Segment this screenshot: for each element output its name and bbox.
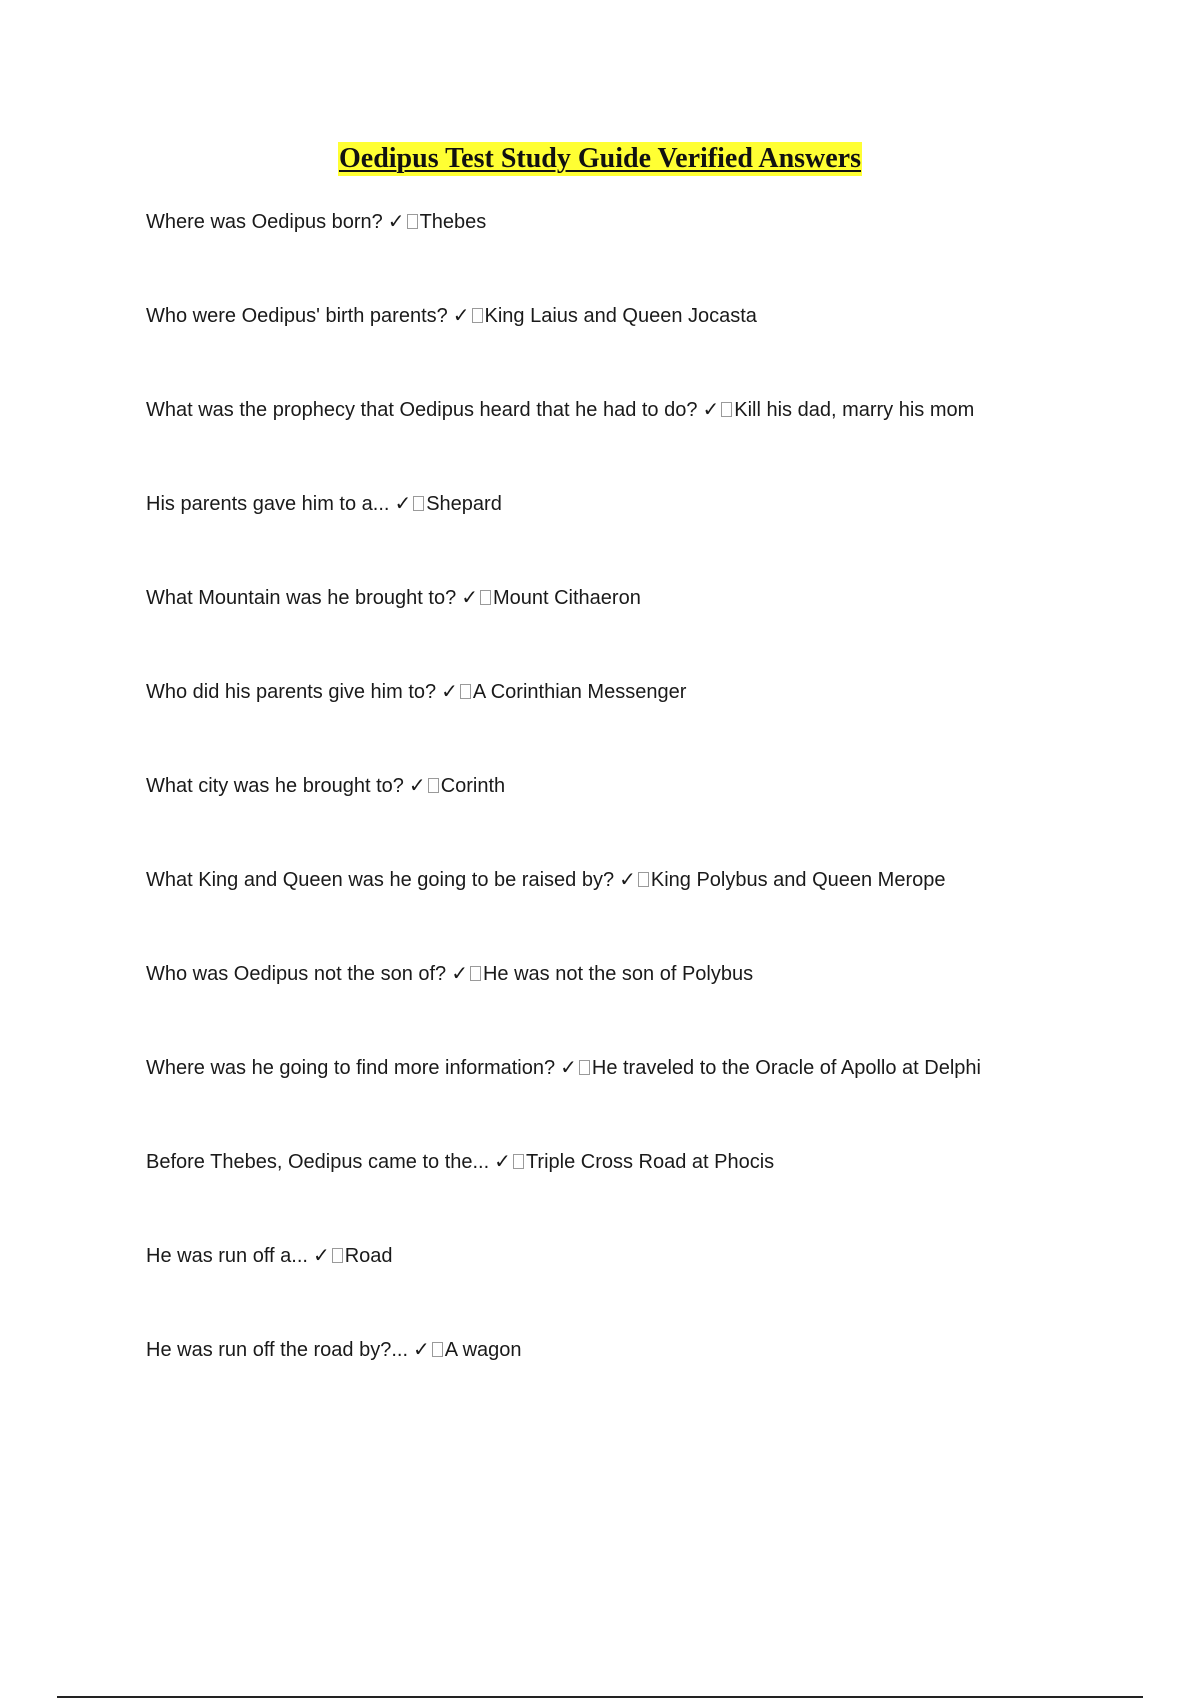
qa-item: [146, 1148, 1106, 1242]
question-text: What King and Queen was he going to be raised by?: [146, 869, 615, 891]
checkbox-glyph-icon: [638, 872, 649, 887]
check-mark-icon: ✓: [494, 1149, 511, 1173]
check-mark-icon: ✓: [413, 1337, 430, 1361]
checkbox-glyph-icon: [432, 1342, 443, 1357]
checkbox-glyph-icon: [480, 590, 491, 605]
question-text: Who were Oedipus' birth parents?: [146, 305, 448, 327]
check-mark-icon: ✓: [408, 773, 426, 797]
check-mark-icon: ✓: [387, 209, 405, 233]
checkbox-glyph-icon: [460, 684, 471, 699]
question-text: His parents gave him to a...: [146, 493, 390, 515]
answer-text: A wagon: [444, 1339, 522, 1361]
question-text: What Mountain was he brought to?: [146, 587, 457, 609]
answer-text: King Laius and Queen Jocasta: [484, 305, 757, 327]
checkbox-glyph-icon: [579, 1060, 590, 1075]
qa-list: [146, 208, 1106, 1430]
page-title: Oedipus Test Study Guide Verified Answers: [338, 143, 862, 174]
qa-item: [146, 772, 1106, 866]
answer-text: Kill his dad, marry his mom: [734, 399, 975, 421]
answer-text: He was not the son of Polybus: [482, 963, 754, 985]
check-mark-icon: ✓: [441, 679, 458, 703]
answer-text: Mount Cithaeron: [492, 587, 641, 609]
question-text: Where was he going to find more information?: [146, 1057, 556, 1079]
checkbox-glyph-icon: [513, 1154, 524, 1169]
question-text: What was the prophecy that Oedipus heard that he had to do?: [146, 399, 698, 421]
qa-item: [146, 1336, 1106, 1430]
footer-divider: [57, 1696, 1143, 1698]
question-text: He was run off a...: [146, 1245, 308, 1267]
answer-text: A Corinthian Messenger: [472, 681, 687, 703]
answer-text: King Polybus and Queen Merope: [650, 869, 946, 891]
check-mark-icon: ✓: [451, 961, 468, 985]
check-mark-icon: ✓: [619, 867, 636, 891]
checkbox-glyph-icon: [472, 308, 483, 323]
question-text: Who was Oedipus not the son of?: [146, 963, 447, 985]
check-mark-icon: ✓: [452, 303, 470, 327]
title-container: [0, 142, 1200, 176]
qa-item: [146, 490, 1106, 584]
checkbox-glyph-icon: [407, 214, 418, 229]
answer-text: Shepard: [426, 493, 502, 515]
checkbox-glyph-icon: [332, 1248, 343, 1263]
qa-item: [146, 302, 1106, 396]
qa-item: [146, 396, 1106, 490]
qa-item: [146, 960, 1106, 1054]
qa-item: [146, 866, 1106, 960]
check-mark-icon: ✓: [702, 397, 720, 421]
question-text: What city was he brought to?: [146, 775, 404, 797]
checkbox-glyph-icon: [470, 966, 481, 981]
check-mark-icon: ✓: [461, 585, 478, 609]
answer-text: He traveled to the Oracle of Apollo at Delphi: [591, 1057, 981, 1079]
qa-item: [146, 1054, 1106, 1148]
qa-item: [146, 208, 1106, 302]
check-mark-icon: ✓: [312, 1243, 330, 1267]
question-text: Where was Oedipus born?: [146, 211, 383, 233]
answer-text: Road: [344, 1245, 393, 1267]
checkbox-glyph-icon: [721, 402, 732, 417]
question-text: Before Thebes, Oedipus came to the...: [146, 1151, 490, 1173]
answer-text: Corinth: [440, 775, 506, 797]
answer-text: Thebes: [419, 211, 487, 233]
check-mark-icon: ✓: [394, 491, 412, 515]
qa-item: [146, 678, 1106, 772]
question-text: Who did his parents give him to?: [146, 681, 437, 703]
question-text: He was run off the road by?...: [146, 1339, 409, 1361]
checkbox-glyph-icon: [413, 496, 424, 511]
answer-text: Triple Cross Road at Phocis: [525, 1151, 775, 1173]
checkbox-glyph-icon: [428, 778, 439, 793]
qa-item: [146, 1242, 1106, 1336]
qa-item: [146, 584, 1106, 678]
check-mark-icon: ✓: [560, 1055, 577, 1079]
